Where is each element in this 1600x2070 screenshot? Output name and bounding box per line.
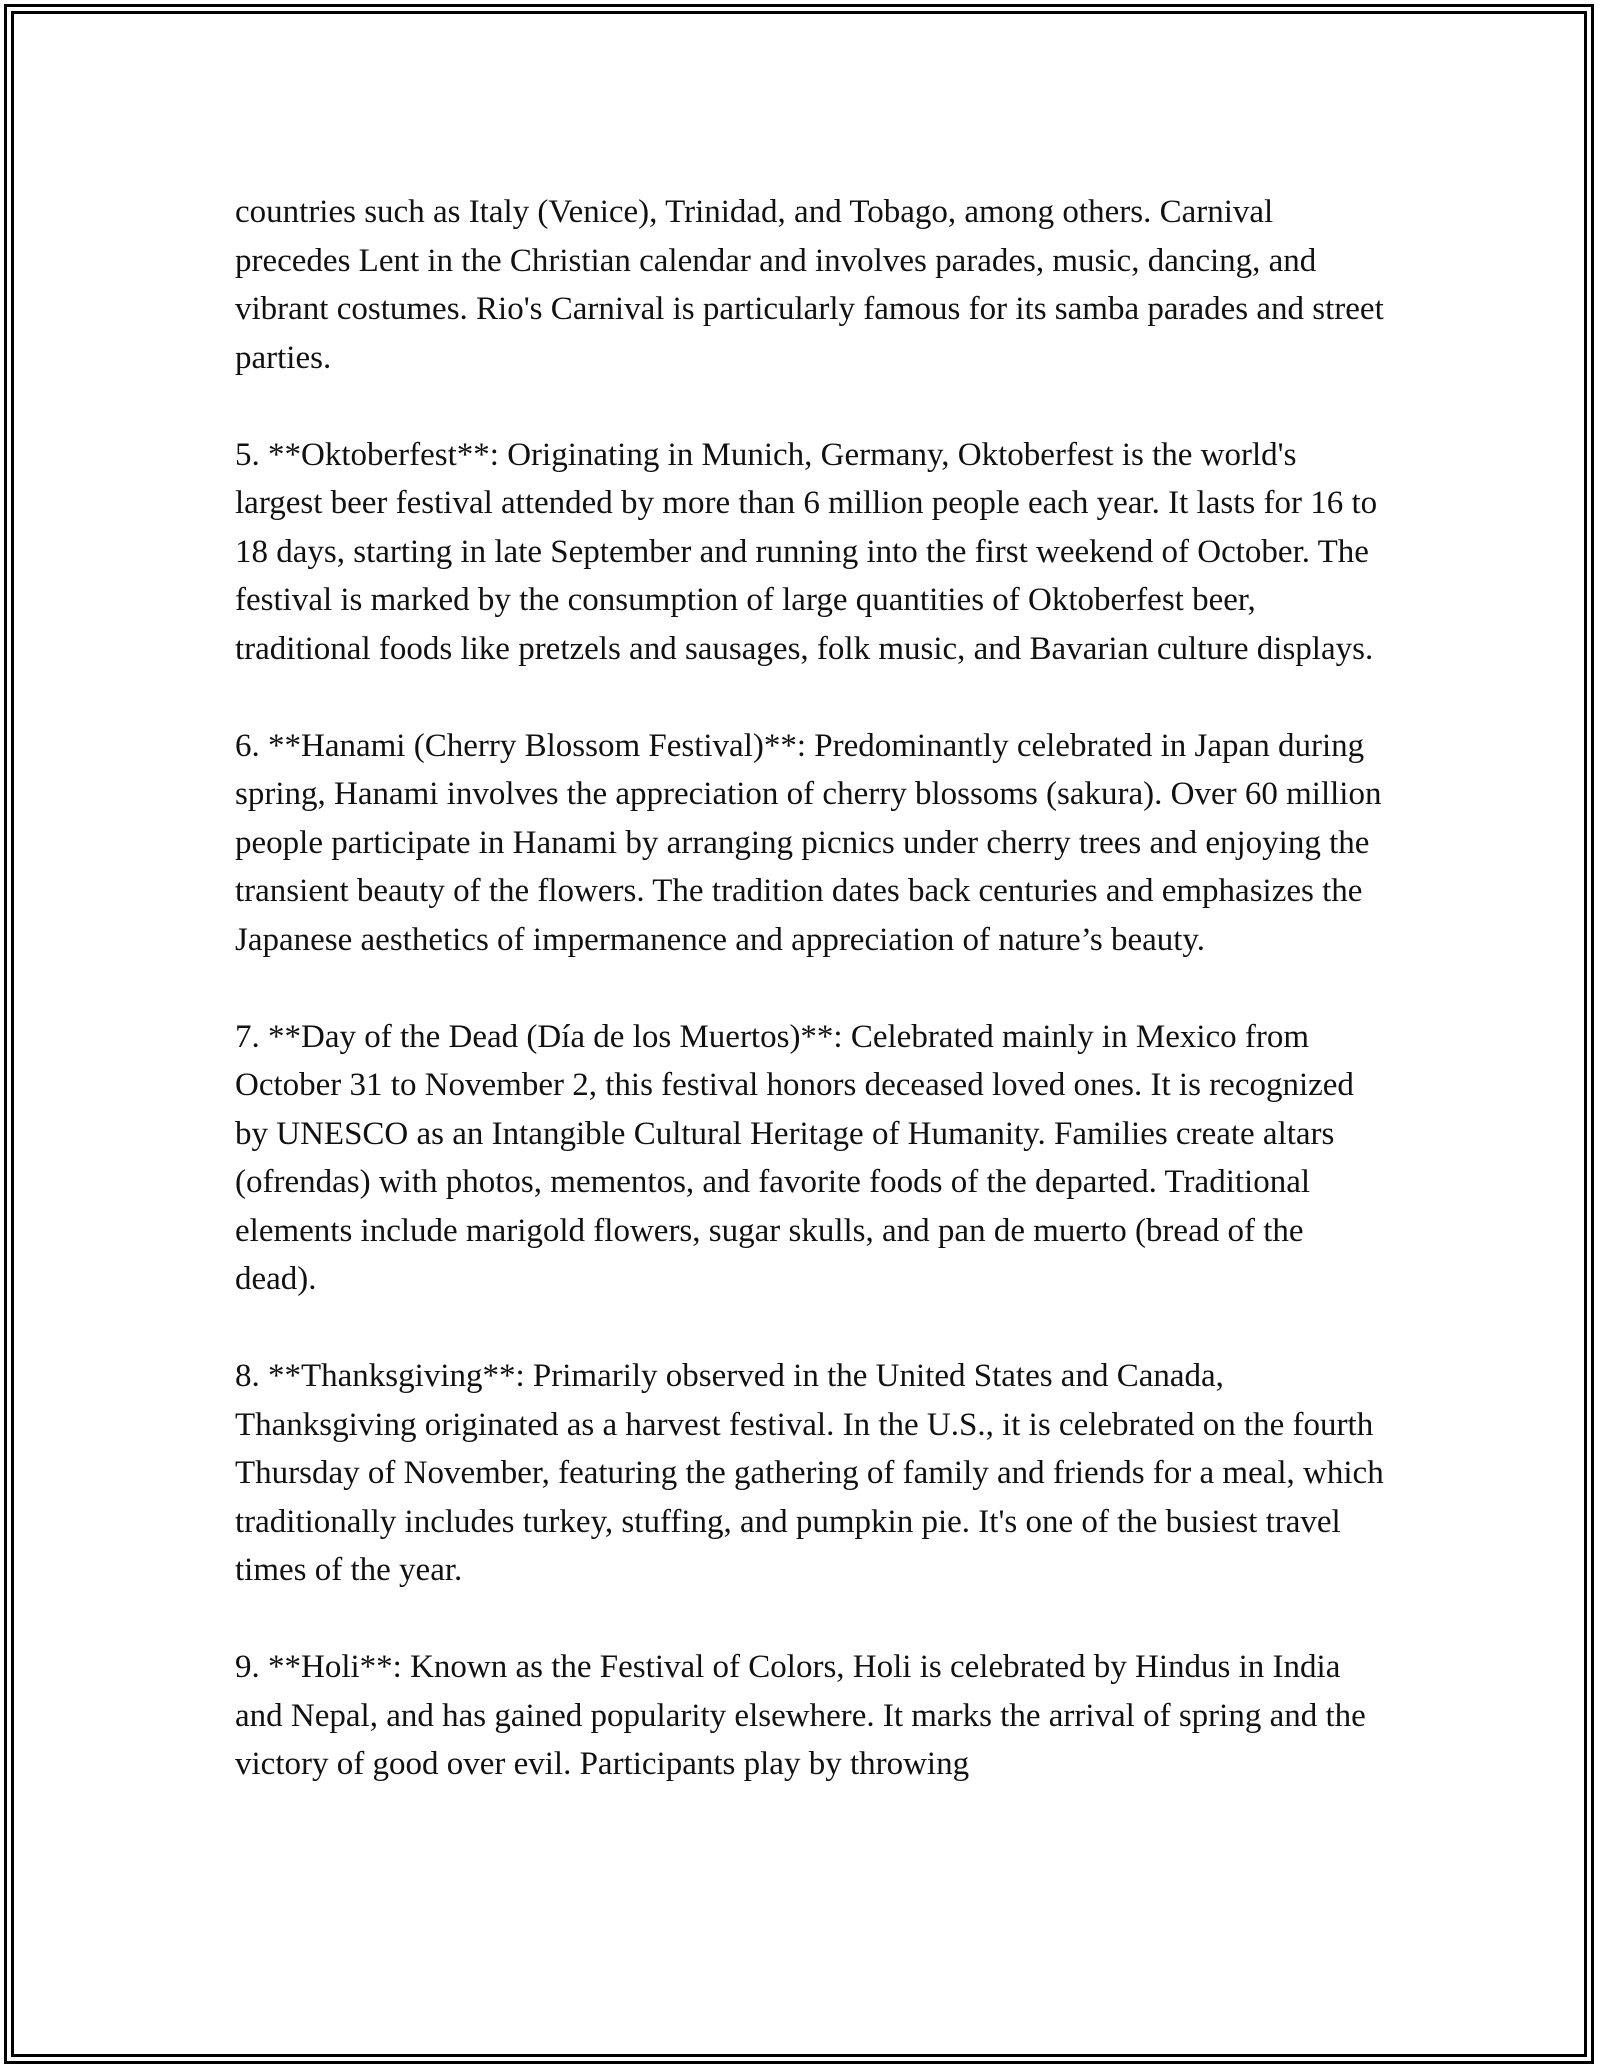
paragraph-oktoberfest: 5. **Oktoberfest**: Originating in Munich, Germany, Oktoberfest is the world's largest beer festival attended by more than 6 million people each year. It lasts for 16 to 18 days, starting in late September and running into the first weekend of October. The festival is marked by the consumption of large quantities of Oktoberfest beer, traditional foods like pretzels and sausages, folk music, and Bavarian culture displays. <box>235 436 1378 667</box>
paragraph-carnival-continued: countries such as Italy (Venice), Trinidad, and Tobago, among others. Carnival precedes Lent in the Christian calendar and involves parades, music, dancing, and vibrant costumes. Rio's Carnival is particularly famous for its samba parades and street parties. <box>235 194 1384 376</box>
paragraph-hanami: 6. **Hanami (Cherry Blossom Festival)**: Predominantly celebrated in Japan during spring, Hanami involves the appreciation of cherry blossoms (sakura). Over 60 million people participate in Hanami by arranging picnics under cherry trees and enjoying the transient beauty of the flowers. The tradition dates back centuries and emphasizes the Japanese aesthetics of impermanence and appreciation of nature’s beauty. <box>235 727 1382 958</box>
paragraph-holi: 9. **Holi**: Known as the Festival of Colors, Holi is celebrated by Hindus in India and Nepal, and has gained popularity elsewhere. It marks the arrival of spring and the victory of good over evil. Participants play by throwing <box>235 1649 1366 1782</box>
paragraph-thanksgiving: 8. **Thanksgiving**: Primarily observed in the United States and Canada, Thanksgiving originated as a harvest festival. In the U.S., it is celebrated on the fourth Thursday of November, featuring the gathering of family and friends for a meal, which traditionally includes turkey, stuffing, and pumpkin pie. It's one of the busiest travel times of the year. <box>235 1358 1384 1588</box>
document-body <box>235 188 1385 1789</box>
paragraph-day-of-the-dead: 7. **Day of the Dead (Día de los Muertos)**: Celebrated mainly in Mexico from October 31 to November 2, this festival honors deceased loved ones. It is recognized by UNESCO as an Intangible Cultural Heritage of Humanity. Families create altars (ofrendas) with photos, mementos, and favorite foods of the departed. Traditional elements include marigold flowers, sugar skulls, and pan de muerto (bread of the dead). <box>235 1018 1354 1297</box>
